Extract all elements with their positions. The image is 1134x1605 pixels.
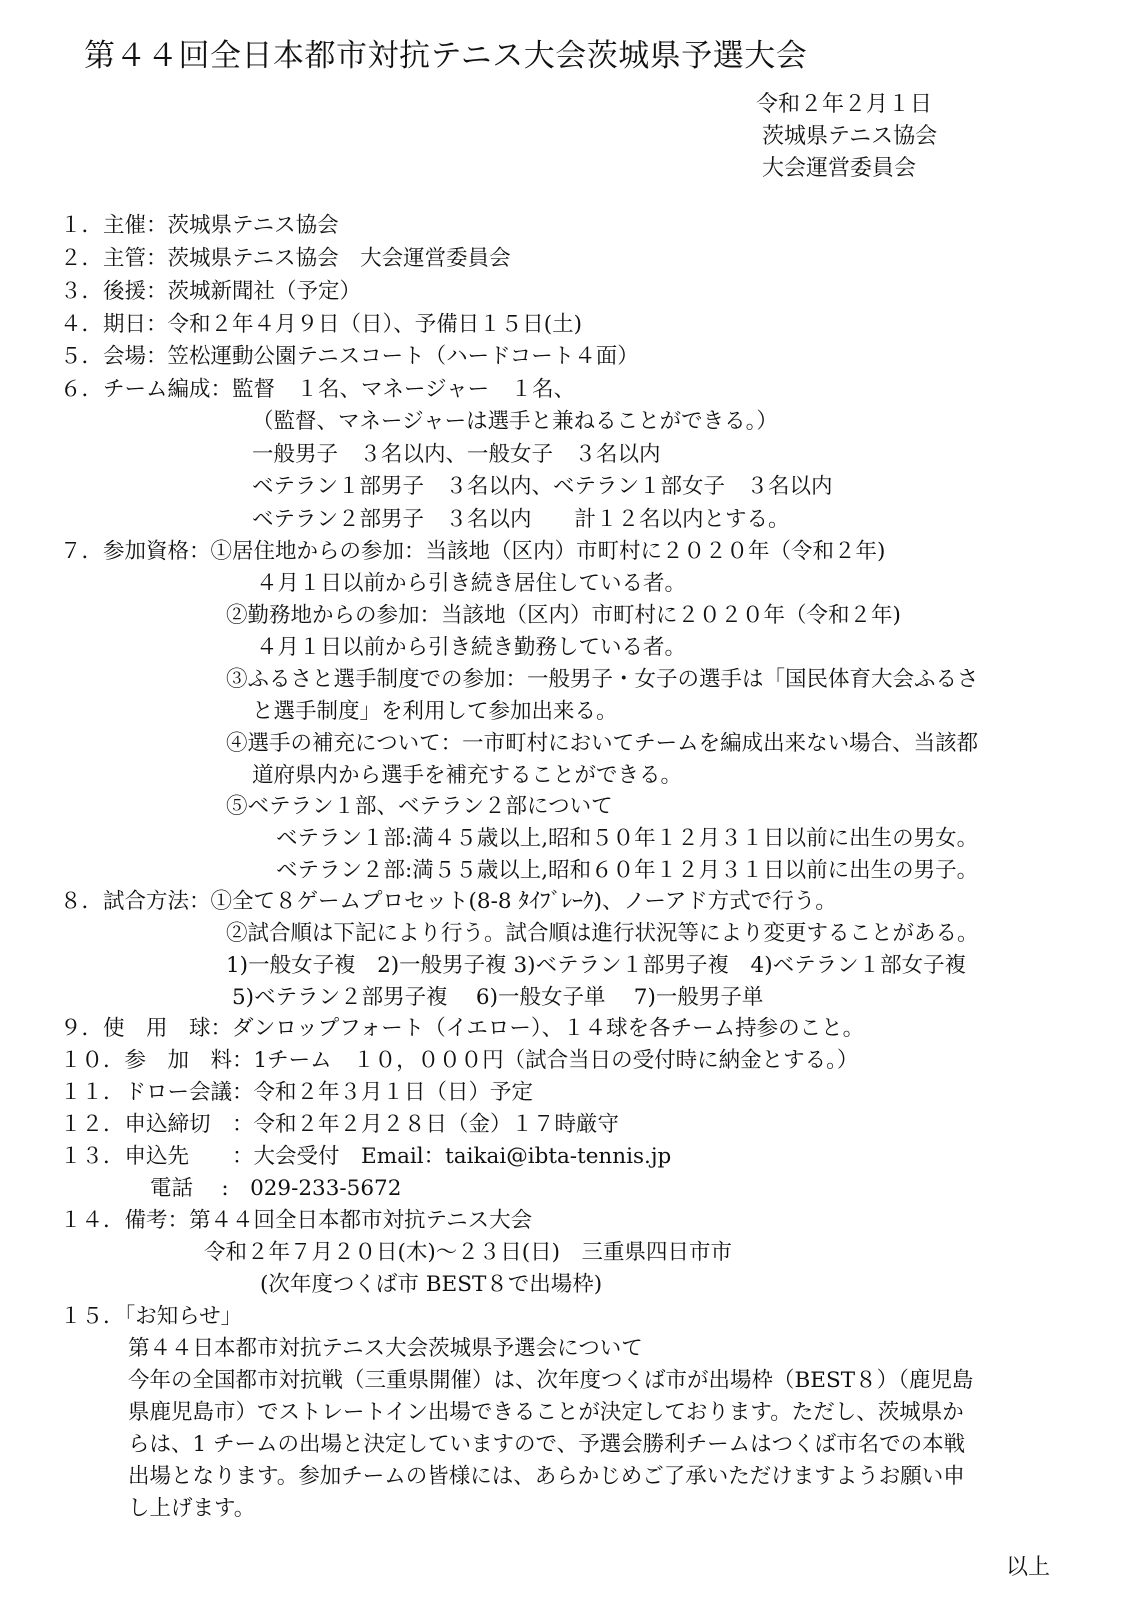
notice-line-4: 出場となります。参加チームの皆様には、あらかじめご了承いただけますようお願い申 bbox=[128, 1464, 965, 1489]
item-7-supplement-cont: 道府県内から選手を補充することができる。 bbox=[252, 763, 683, 788]
notice-line-5: し上げます。 bbox=[128, 1496, 256, 1521]
item-6-veteran2: ベテラン２部男子 ３名以内 計１２名以内とする。 bbox=[252, 507, 790, 532]
item-7-workplace: ②勤務地からの参加：当該地（区内）市町村に２０２０年（令和２年) bbox=[226, 603, 901, 628]
notice-line-3: らは、1 チームの出場と決定していますので、予選会勝利チームはつくば市名での本戦 bbox=[128, 1432, 966, 1457]
item-12-deadline: １２．申込締切 ：令和２年２月２８日（金）１７時厳守 bbox=[60, 1112, 620, 1137]
organizer-name: 茨城県テニス協会 bbox=[762, 124, 938, 149]
item-9-ball: ９．使 用 球：ダンロップフォート（イエロー）、１４球を各チーム持参のこと。 bbox=[60, 1016, 865, 1041]
item-2-organizer: ２．主管：茨城県テニス協会 大会運営委員会 bbox=[60, 246, 511, 271]
notice-heading: 第４４日本都市対抗テニス大会茨城県予選会について bbox=[128, 1336, 643, 1361]
item-8-order-list-1: 1)一般女子複 2)一般男子複 3)ベテラン１部男子複 4)ベテラン１部女子複 bbox=[226, 953, 967, 978]
item-5-venue: ５．会場：笠松運動公園テニスコート（ハードコート４面） bbox=[60, 344, 639, 369]
item-7-veteran-heading: ⑤ベテラン１部、ベテラン２部について bbox=[226, 794, 613, 819]
item-7-residence-cont: ４月１日以前から引き続き居住している者。 bbox=[256, 571, 687, 596]
item-8-match-order: ②試合順は下記により行う。試合順は進行状況等により変更することがある。 bbox=[226, 921, 979, 946]
item-6-veteran1: ベテラン１部男子 ３名以内、ベテラン１部女子 ３名以内 bbox=[252, 474, 833, 499]
item-3-sponsor: ３．後援：茨城新聞社（予定） bbox=[60, 279, 362, 304]
closing-remark: 以上 bbox=[1006, 1555, 1051, 1580]
item-8-match-format: ８．試合方法：①全て８ゲームプロセット(8-8 ﾀｲﾌﾞﾚｰｸ)、ノーアド方式で行う。 bbox=[60, 889, 837, 914]
item-13-phone: 電話 : 029-233-5672 bbox=[150, 1176, 402, 1201]
item-14-notes: １４．備考：第４４回全日本都市対抗テニス大会 bbox=[60, 1208, 533, 1233]
item-7-veteran2-rule: ベテラン２部:満５５歳以上,昭和６０年１２月３１日以前に出生の男子。 bbox=[276, 858, 979, 883]
item-6-team-composition: ６．チーム編成：監督 １名、マネージャー １名、 bbox=[60, 377, 576, 402]
item-14-national-date: 令和２年７月２０日(木)～２３日(日) 三重県四日市市 bbox=[204, 1240, 733, 1265]
item-4-date: ４．期日：令和２年４月９日（日）、予備日１５日(土) bbox=[60, 312, 583, 337]
committee-name: 大会運営委員会 bbox=[762, 156, 917, 181]
item-8-order-list-2: 5)ベテラン２部男子複 6)一般女子単 7)一般男子単 bbox=[232, 985, 764, 1010]
item-13-contact: １３．申込先 ：大会受付 Email：taikai@ibta-tennis.jp bbox=[60, 1144, 672, 1169]
item-15-notice: １５．「お知らせ」 bbox=[60, 1304, 243, 1329]
item-11-draw-meeting: １１．ドロー会議：令和２年３月１日（日）予定 bbox=[60, 1080, 534, 1105]
item-7-hometown: ③ふるさと選手制度での参加：一般男子・女子の選手は「国民体育大会ふるさ bbox=[226, 667, 979, 692]
item-7-eligibility: ７．参加資格：①居住地からの参加：当該地（区内）市町村に２０２０年（令和２年) bbox=[60, 539, 886, 564]
item-1-host: １．主催：茨城県テニス協会 bbox=[60, 213, 339, 238]
notice-line-2: 県鹿児島市）でストレートイン出場できることが決定しております。ただし、茨城県か bbox=[128, 1400, 964, 1425]
notice-line-1: 今年の全国都市対抗戦（三重県開催）は、次年度つくば市が出場枠（BEST８）（鹿児島 bbox=[128, 1368, 974, 1393]
item-7-veteran1-rule: ベテラン１部:満４５歳以上,昭和５０年１２月３１日以前に出生の男女。 bbox=[276, 826, 979, 851]
item-7-workplace-cont: ４月１日以前から引き続き勤務している者。 bbox=[256, 635, 687, 660]
issue-date: 令和２年２月１日 bbox=[756, 92, 933, 117]
page-title: 第４４回全日本都市対抗テニス大会茨城県予選大会 bbox=[84, 38, 808, 74]
item-10-fee: １０．参 加 料：1チーム １０，０００円（試合当日の受付時に納金とする。） bbox=[60, 1048, 859, 1073]
item-7-supplement: ④選手の補充について：一市町村においてチームを編成出来ない場合、当該都 bbox=[226, 731, 979, 756]
item-6-note: （監督、マネージャーは選手と兼ねることができる。） bbox=[252, 409, 778, 434]
item-7-hometown-cont: と選手制度」を利用して参加出来る。 bbox=[252, 699, 618, 724]
item-6-general: 一般男子 ３名以内、一般女子 ３名以内 bbox=[252, 442, 661, 467]
item-14-quota-note: (次年度つくば市 BEST８で出場枠) bbox=[260, 1272, 603, 1297]
